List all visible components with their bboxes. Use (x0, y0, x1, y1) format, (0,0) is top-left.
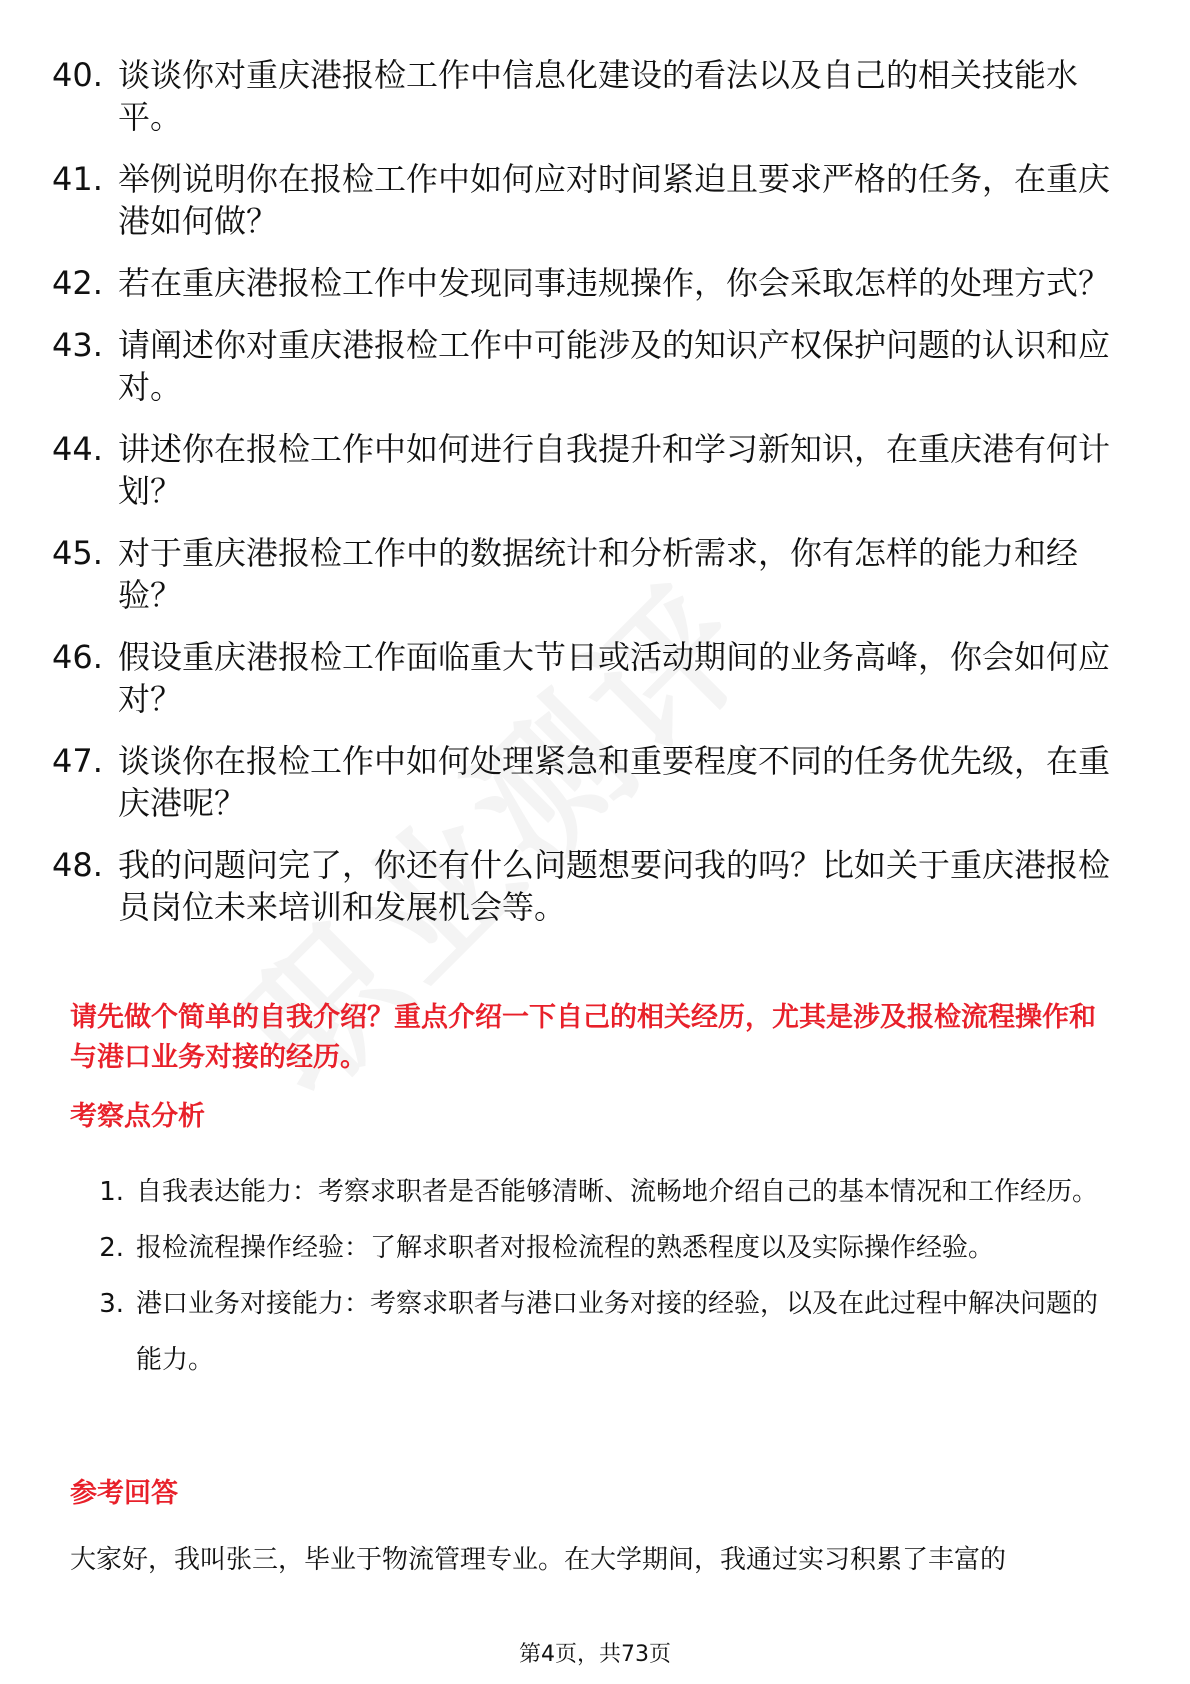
answer-heading: 参考回答 (70, 1478, 178, 1509)
question-number: 41. (52, 160, 103, 198)
list-item (52, 262, 1112, 304)
question-number: 46. (52, 638, 103, 676)
analysis-number: 3. (99, 1289, 124, 1319)
analysis-text: 报检流程操作经验：了解求职者对报检流程的熟悉程度以及实际操作经验。 (136, 1233, 995, 1263)
question-text: 谈谈你在报检工作中如何处理紧急和重要程度不同的任务优先级，在重庆港呢？ (118, 742, 1111, 822)
analysis-number: 2. (99, 1233, 124, 1263)
question-text: 若在重庆港报检工作中发现同事违规操作，你会采取怎样的处理方式？ (118, 264, 1111, 302)
list-item (70, 1220, 1120, 1276)
analysis-number: 1. (99, 1177, 124, 1207)
question-text: 举例说明你在报检工作中如何应对时间紧迫且要求严格的任务，在重庆港如何做？ (118, 160, 1111, 240)
list-item (52, 158, 1112, 242)
list-item (70, 1164, 1120, 1220)
list-item (52, 532, 1112, 616)
analysis-list (70, 1164, 1120, 1388)
list-item (52, 428, 1112, 512)
question-list (52, 54, 1112, 948)
list-item (52, 54, 1112, 138)
list-item (52, 636, 1112, 720)
highlight-question: 请先做个简单的自我介绍？重点介绍一下自己的相关经历，尤其是涉及报检流程操作和与港口业务对接的经历。 (70, 1002, 1096, 1073)
list-item (70, 1276, 1120, 1388)
question-number: 43. (52, 326, 103, 364)
page-footer: 第4页，共73页 (519, 1642, 671, 1667)
answer-paragraph: 大家好，我叫张三，毕业于物流管理专业。在大学期间，我通过实习积累了丰富的 (70, 1545, 1007, 1575)
analysis-text: 港口业务对接能力：考察求职者与港口业务对接的经验，以及在此过程中解决问题的能力。 (136, 1289, 1099, 1375)
analysis-heading: 考察点分析 (70, 1101, 205, 1132)
question-text: 谈谈你对重庆港报检工作中信息化建设的看法以及自己的相关技能水平。 (118, 56, 1079, 136)
question-text: 假设重庆港报检工作面临重大节日或活动期间的业务高峰，你会如何应对？ (118, 638, 1111, 718)
analysis-text: 自我表达能力：考察求职者是否能够清晰、流畅地介绍自己的基本情况和工作经历。 (136, 1177, 1099, 1207)
list-item (52, 324, 1112, 408)
question-number: 45. (52, 534, 103, 572)
list-item (52, 740, 1112, 824)
question-text: 请阐述你对重庆港报检工作中可能涉及的知识产权保护问题的认识和应对。 (118, 326, 1111, 406)
question-number: 47. (52, 742, 103, 780)
question-number: 42. (52, 264, 103, 302)
question-text: 对于重庆港报检工作中的数据统计和分析需求，你有怎样的能力和经验？ (118, 534, 1079, 614)
question-text: 我的问题问完了，你还有什么问题想要问我的吗？比如关于重庆港报检员岗位未来培训和发展机会等。 (118, 846, 1111, 926)
question-number: 48. (52, 846, 103, 884)
question-number: 44. (52, 430, 103, 468)
list-item (52, 844, 1112, 928)
question-number: 40. (52, 56, 103, 94)
question-text: 讲述你在报检工作中如何进行自我提升和学习新知识，在重庆港有何计划？ (118, 430, 1111, 510)
